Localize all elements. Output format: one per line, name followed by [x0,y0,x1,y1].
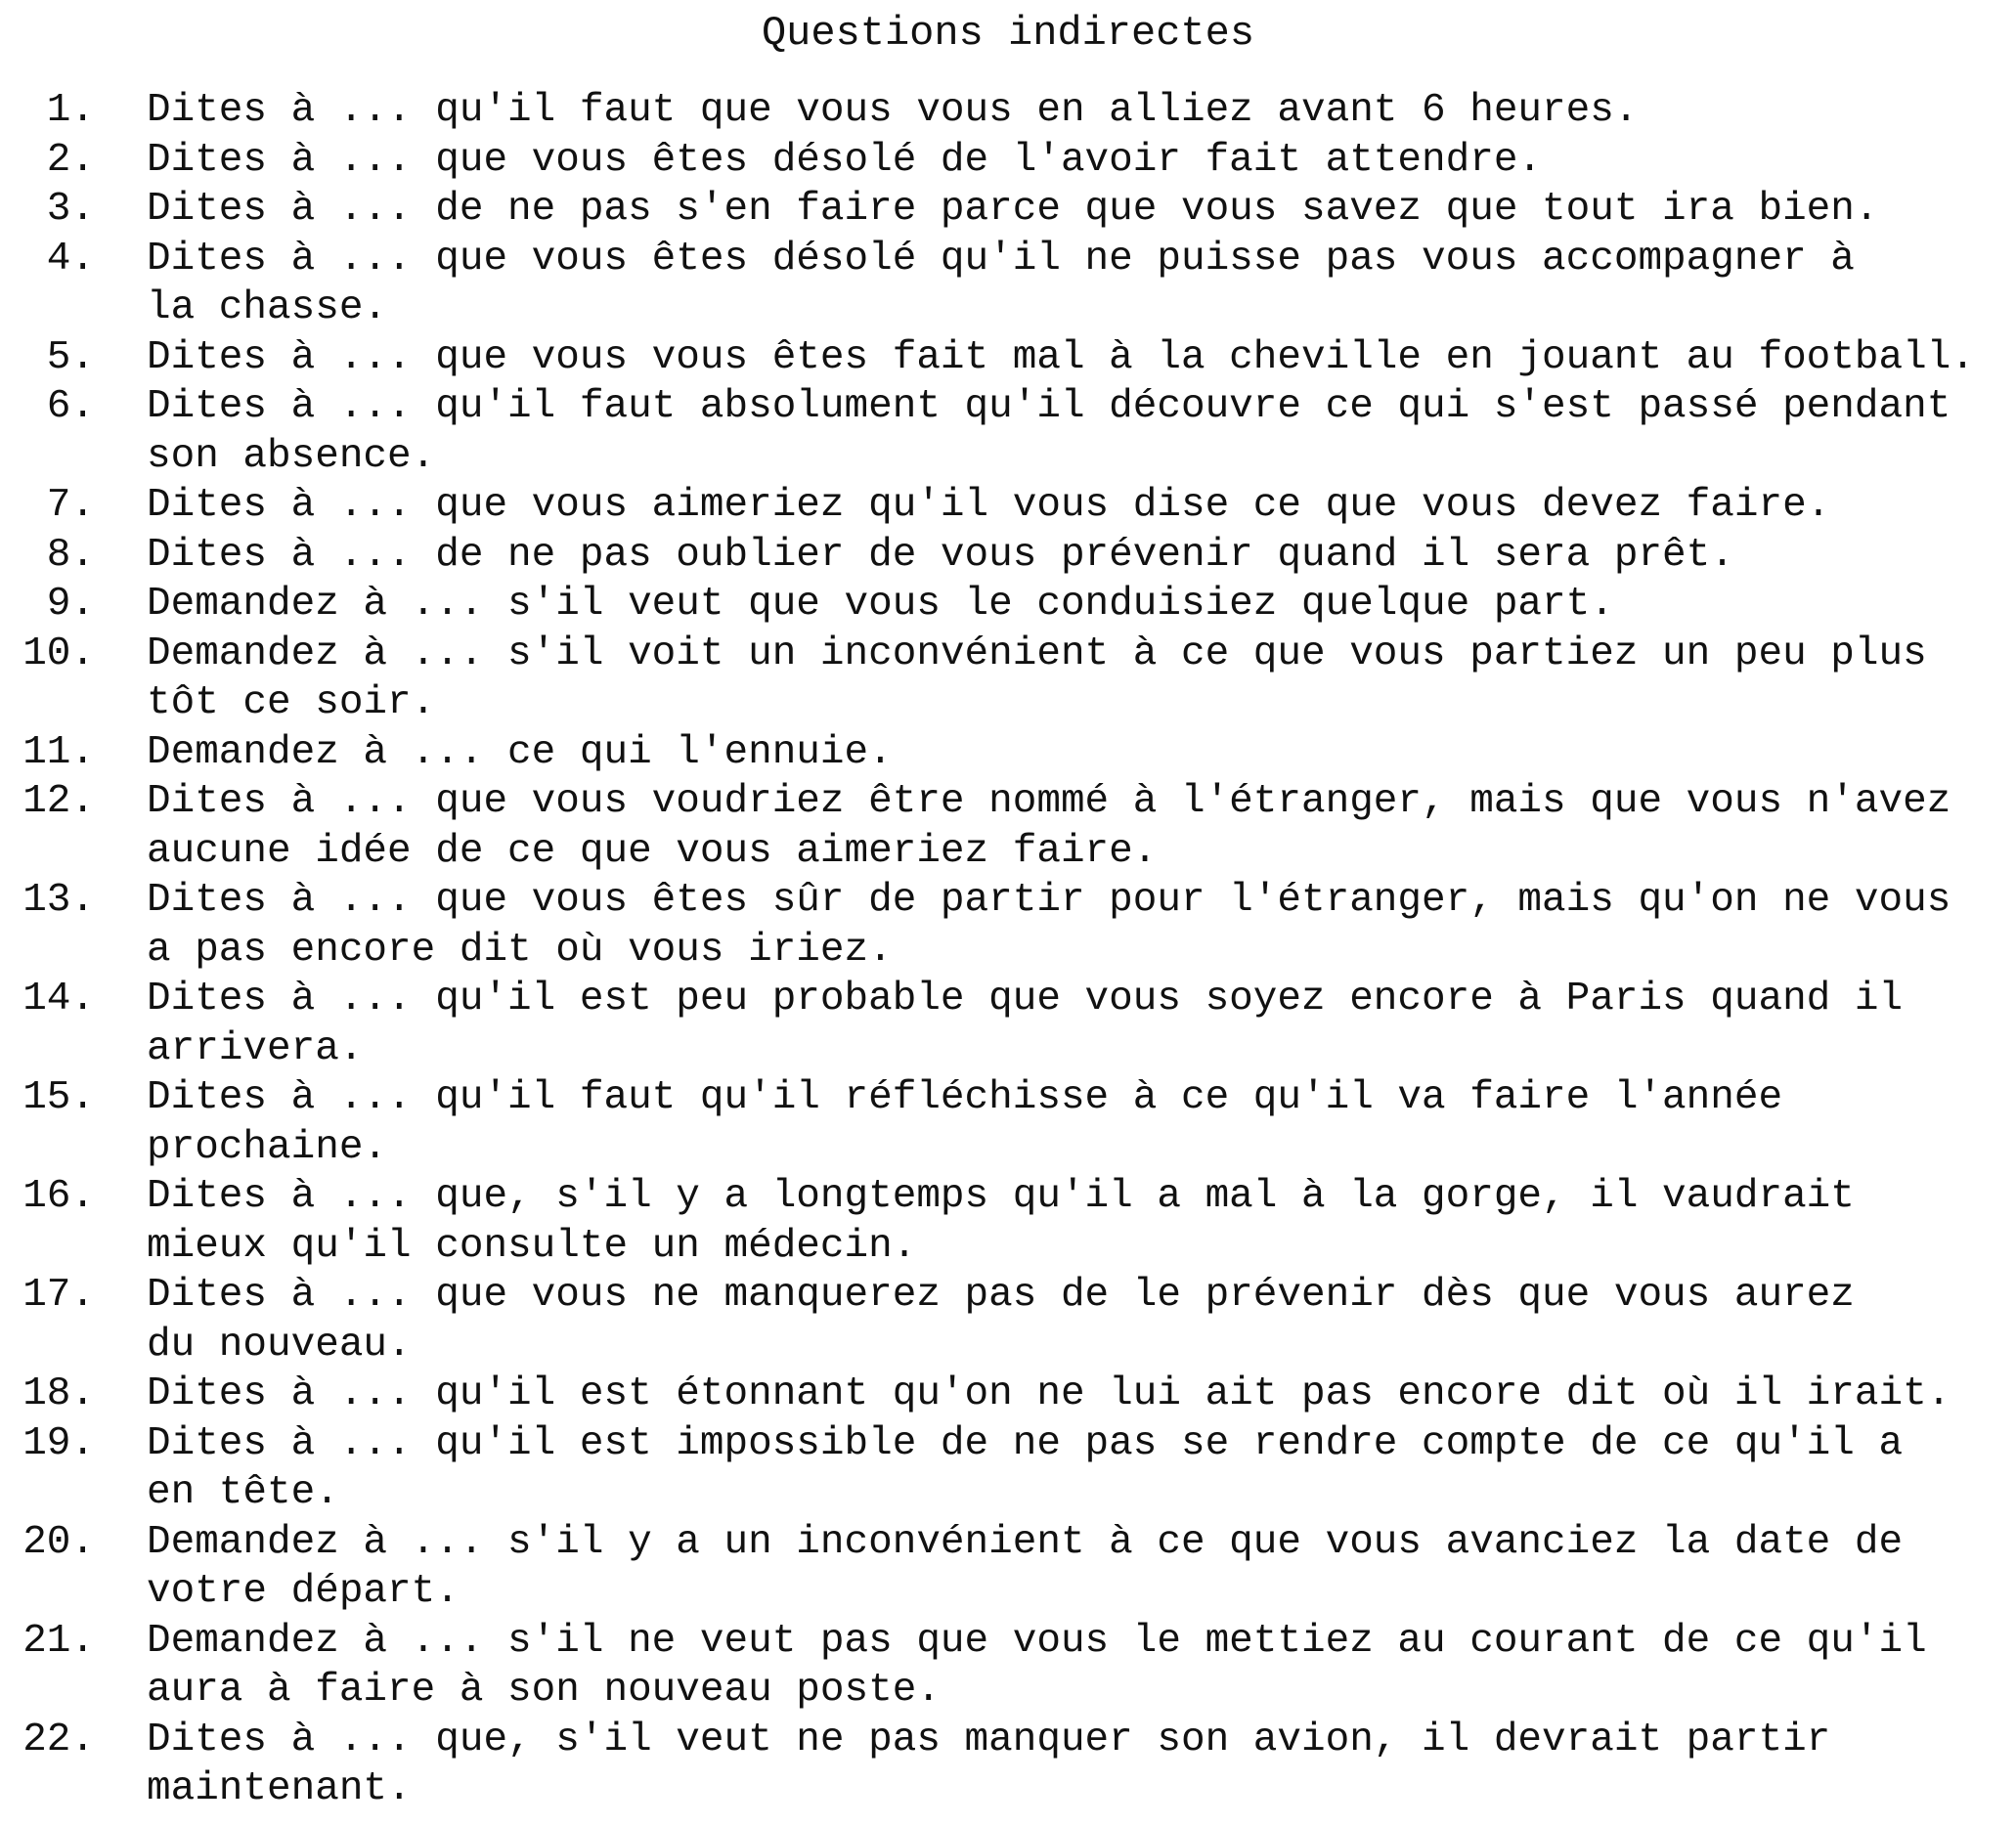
item-text-line: Dites à ... qu'il est étonnant qu'on ne lui ait pas encore dit où il irait. [147,1371,1951,1416]
item-number: 5. [46,334,95,380]
item-text-line: mieux qu'il consulte un médecin. [147,1223,917,1269]
item-text-line: Demandez à ... s'il veut que vous le conduisiez quelque part. [147,582,1614,627]
item-text-line: Dites à ... que vous voudriez être nommé à l'étranger, mais que vous n'avez [147,779,1951,824]
item-text-line: Dites à ... que, s'il y a longtemps qu'il a mal à la gorge, il vaudrait [147,1174,1855,1219]
item-text-line: Dites à ... que vous êtes désolé qu'il ne puisse pas vous accompagner à [147,236,1855,282]
item-number: 12. [22,779,95,824]
item-text-line: Dites à ... qu'il faut absolument qu'il découvre ce qui s'est passé pendant [147,384,1951,429]
list-item [0,975,2016,1073]
list-item [0,382,2016,481]
list-item [0,333,2016,383]
list-item [0,728,2016,778]
item-number: 9. [46,582,95,627]
item-text-line: tôt ce soir. [147,680,436,725]
item-number: 6. [46,384,95,429]
item-number: 19. [22,1420,95,1466]
item-number: 11. [22,729,95,775]
item-number: 7. [46,483,95,528]
item-text-line: maintenant. [147,1766,412,1811]
list-item [0,1518,2016,1617]
item-text-line: Dites à ... qu'il faut qu'il réfléchisse à ce qu'il va faire l'année [147,1075,1783,1120]
list-item [0,580,2016,630]
list-item [0,185,2016,235]
list-item [0,481,2016,531]
item-text-line: prochaine. [147,1124,388,1170]
list-item [0,136,2016,186]
item-number: 18. [22,1371,95,1416]
list-item [0,1172,2016,1271]
item-text-line: en tête. [147,1470,339,1515]
item-text-line: son absence. [147,433,436,479]
list-item [0,1370,2016,1419]
question-list [0,86,2016,1814]
item-text-line: Dites à ... que, s'il veut ne pas manquer son avion, il devrait partir [147,1717,1831,1762]
list-item [0,86,2016,136]
list-item [0,1617,2016,1716]
item-text-line: aura à faire à son nouveau poste. [147,1668,941,1713]
list-item [0,1271,2016,1370]
list-item [0,876,2016,975]
list-item [0,777,2016,876]
item-text-line: Demandez à ... s'il y a un inconvénient à ce que vous avanciez la date de [147,1519,1904,1565]
item-text-line: Dites à ... que vous vous êtes fait mal à la cheville en jouant au football. [147,334,1975,380]
item-text-line: Dites à ... qu'il faut que vous vous en alliez avant 6 heures. [147,88,1639,133]
item-number: 8. [46,532,95,578]
item-text-line: Demandez à ... s'il voit un inconvénient à ce que vous partiez un peu plus [147,631,1927,676]
item-text-line: Dites à ... qu'il est impossible de ne pas se rendre compte de ce qu'il a [147,1420,1904,1466]
list-item [0,531,2016,581]
item-number: 2. [46,137,95,183]
item-text-line: Dites à ... qu'il est peu probable que vous soyez encore à Paris quand il [147,977,1904,1022]
item-text-line: Dites à ... de ne pas oublier de vous prévenir quand il sera prêt. [147,532,1734,578]
item-text-line: la chasse. [147,285,388,330]
list-item [0,1073,2016,1172]
item-number: 15. [22,1075,95,1120]
item-number: 3. [46,187,95,232]
list-item [0,235,2016,333]
page-title: Questions indirectes [761,10,1255,57]
item-text-line: Demandez à ... s'il ne veut pas que vous le mettiez au courant de ce qu'il [147,1618,1927,1664]
list-item [0,1419,2016,1518]
item-number: 14. [22,977,95,1022]
item-text-line: arrivera. [147,1025,364,1071]
list-item [0,630,2016,728]
item-number: 20. [22,1519,95,1565]
item-text-line: du nouveau. [147,1322,412,1368]
item-text-line: Dites à ... que vous êtes désolé de l'avoir fait attendre. [147,137,1543,183]
item-number: 13. [22,878,95,923]
item-number: 21. [22,1618,95,1664]
item-number: 1. [46,88,95,133]
item-number: 22. [22,1717,95,1762]
item-number: 10. [22,631,95,676]
item-text-line: a pas encore dit où vous iriez. [147,927,893,973]
item-text-line: Dites à ... que vous ne manquerez pas de le prévenir dès que vous aurez [147,1273,1855,1318]
item-number: 16. [22,1174,95,1219]
item-text-line: Dites à ... de ne pas s'en faire parce que vous savez que tout ira bien. [147,187,1879,232]
list-item [0,1716,2016,1814]
item-number: 4. [46,236,95,282]
item-text-line: Demandez à ... ce qui l'ennuie. [147,729,893,775]
item-number: 17. [22,1273,95,1318]
item-text-line: aucune idée de ce que vous aimeriez faire. [147,828,1158,874]
item-text-line: votre départ. [147,1569,460,1614]
item-text-line: Dites à ... que vous êtes sûr de partir pour l'étranger, mais qu'on ne vous [147,878,1951,923]
item-text-line: Dites à ... que vous aimeriez qu'il vous dise ce que vous devez faire. [147,483,1831,528]
